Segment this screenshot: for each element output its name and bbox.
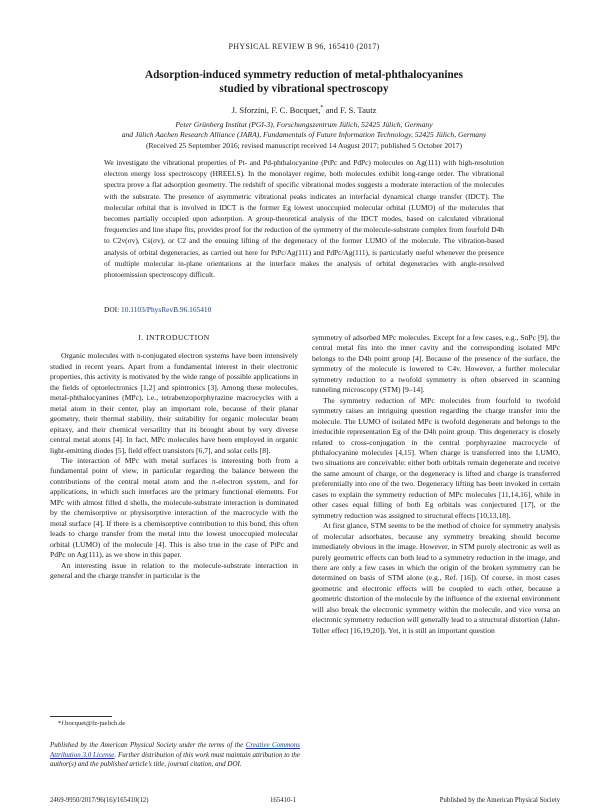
paragraph: At first glance, STM seems to be the method of choice for symmetry analysis of molecular adsorbates, because any symmetry breaking should become immediately obvious in the image. However, in STM purely electronic as well as purely geometric effects can both lead to a symmetry reduction in the image, and there are only a few cases in which the origin of the broken symmetry can be determined on basis of STM alone (e.g., Ref. [16]). Of course, in most cases geometric and electronic effects will be coupled to each other, because a geometric distortion of the molecule by the influence of the external environment will also break the electronic symmetry within the molecule, and vice versa an electronic symmetry reduction will generally lead to a structural distortion (Jahn-Teller effect [16,19,20]). Yet, it is still an important question <box>312 521 560 635</box>
article-title <box>60 69 548 96</box>
author-list <box>0 105 608 115</box>
section-heading: I. INTRODUCTION <box>138 333 210 342</box>
paragraph: symmetry of adsorbed MPc molecules. Except for a few cases, e.g., SnPc [9], the central metal fits into the inner cavity and the corresponding isolated MPc belongs to the D4h point group [4]. Because of the presence of the surface, the symmetry of the molecule is lowered to C4v. However, a further molecular symmetry reduction to a twofold symmetry is often observed in scanning tunneling microscopy (STM) [9–14]. <box>312 333 560 395</box>
doi-link[interactable]: 10.1103/PhysRevB.96.165410 <box>121 305 212 314</box>
footnote-divider <box>50 716 112 717</box>
paragraph: The interaction of MPc with metal surfaces is interesting both from a fundamental point of view, in particular regarding the balance between the contributions of the central metal atom and the π-electron system, and for applications, in which such interfaces are the primary functional elements. For MPc with almost filled d shells, the molecule-substrate interaction is dominated by the chemisorptive or physisorptive interaction of the macrocycle with the metal surface [4]. If there is a chemisorptive contribution to this bond, this often leads to charge transfer from the metal into the lowest unoccupied molecular orbital (LUMO) of the molecule [4]. This is also true in the case of PtPc and PdPc on Ag(111), as we show in this paper. <box>50 455 298 560</box>
corresponding-author-mark[interactable]: * <box>320 105 324 112</box>
affiliation-line-2: and Jülich Aachen Research Alliance (JARA), Fundamentals of Future Information Technology, 52425 Jülich, Germany <box>121 130 487 139</box>
left-column <box>50 333 298 581</box>
doi-label: DOI: <box>104 305 122 314</box>
abstract: We investigate the vibrational properties of Pt- and Pd-phthalocyanine (PtPc and PdPc) molecules on Ag(111) with high-resolution electron energy loss spectroscopy (HREELS). In the monolayer regime, both molecules exhibit long-range order. The vibrational spectra prove a flat adsorption geometry. The redshift of specific vibrational modes suggests a moderate interaction of the molecules with the substrate. The presence of asymmetric vibrational peaks indicates an interfacial dynamical charge transfer (IDCT). The molecular orbital that is involved in IDCT is the former Eg lowest unoccupied molecular orbital (LUMO) of the molecules that becomes partially occupied upon adsorption. A group-theoretical analysis of the IDCT modes, based on calculated vibrational frequencies and line shape fits, provides proof for the reduction of the symmetry of the molecule-substrate complex from fourfold D4h to C2v(σv), Cs(σv), or C2 and the ensuing lifting of the degeneracy of the former LUMO of the molecule. The vibration-based analysis of orbital degeneracies, as carried out here for PtPc/Ag(111) and PdPc/Ag(111), is particularly useful whenever the presence of multiple molecular in-plane orientations at the interface makes the analysis of orbital degeneracies with angle-resolved photoemission spectroscopy difficult. <box>104 158 504 280</box>
footer-issn: 2469-9950/2017/96(16)/165410(12) <box>50 797 149 804</box>
affiliation-line-1: Peter Grünberg Institut (PGI-3), Forschungszentrum Jülich, 52425 Jülich, Germany <box>175 120 433 129</box>
received-dates: (Received 25 September 2016; revised manuscript received 14 August 2017; published 5 October 2017) <box>145 141 463 150</box>
paragraph: Organic molecules with π-conjugated electron systems have been intensively studied in recent years. Apart from a fundamental interest in their electronic properties, this activity is motivated by the wide range of possible applications in the fields of optoelectronics [1,2] and spintronics [3]. Among these molecules, metal-phthalocyanines (MPc), i.e., tetrabenzoporphyrazine macrocycles with a metal atom in their center, play an important role, because of their planar geometry, their thermal stability, their suitability for organic molecular beam epitaxy, and their chemical versatility that its brought about by very diverse central metal atoms [4]. In fact, MPc molecules have been employed in organic light-emitting diodes [5], field effect transistors [6,7], and solar cells [8]. <box>50 351 298 455</box>
paragraph: An interesting issue in relation to the molecule-substrate interaction in general and the charge transfer in particular is the <box>50 560 298 580</box>
footer-publisher: Published by the American Physical Society <box>439 797 560 804</box>
affiliation <box>40 120 568 140</box>
footnote-email[interactable]: *f.bocquet@fz-juelich.de <box>58 720 126 727</box>
footer-page-number: 165410-1 <box>270 797 297 804</box>
authors-text-end: and F. S. Tautz <box>323 105 377 115</box>
authors-text: J. Sforzini, F. C. Bocquet, <box>231 105 321 115</box>
license-text-end: . Further distribution of this work must maintain attribution to the author(s) and the published article’s title, journal citation, and DOI. <box>50 750 300 768</box>
license-link[interactable]: Creative Commons Attribution 3.0 License <box>50 741 300 759</box>
title-line-1: Adsorption-induced symmetry reduction of metal-phthalocyanines <box>144 69 464 81</box>
title-line-2: studied by vibrational spectroscopy <box>219 82 389 95</box>
doi-line <box>104 305 211 314</box>
journal-header: PHYSICAL REVIEW B 96, 165410 (2017) <box>228 42 380 51</box>
license-statement <box>50 741 300 770</box>
license-text: Published by the American Physical Society under the terms of the <box>50 741 246 749</box>
paragraph: The symmetry reduction of MPc molecules from fourfold to twofold symmetry raises an intriguing question regarding the charge transfer into the molecule. The LUMO of isolated MPc is twofold degenerate and belongs to the irreducible representation Eg of the D4h point group. This degeneracy is closely related to cross-conjugation in the central porphyrazine macrocycle of phthalocyanine molecules [4,15]. When charge is transferred into the LUMO, two situations are conceivable: either both orbitals remain degenerate and receive the same amount of charge, or the degeneracy is lifted and charge is transferred preferentially into one of the two. Degeneracy lifting has been invoked in certain cases to explain the symmetry reduction of MPc molecules [11,14,16], while in other cases equal filling of both Eg orbitals was conjectured [17], or the symmetry reduction was assigned to structural effects [10,13,18]. <box>312 395 560 520</box>
right-column <box>312 333 560 636</box>
